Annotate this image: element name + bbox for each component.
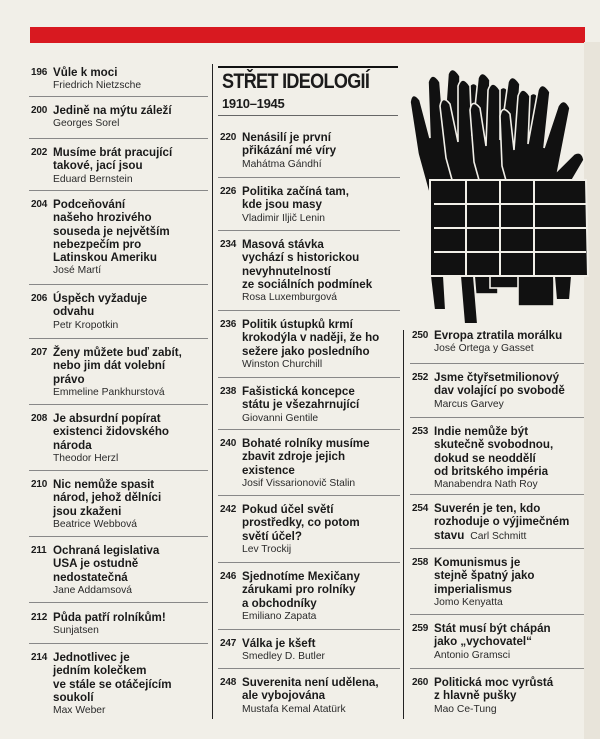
entry-title-line: Vůle k moci <box>53 66 118 79</box>
entry-title-line: státu je všezahrnující <box>242 398 360 412</box>
page-number: 208 <box>31 413 48 424</box>
entry-text <box>242 185 349 225</box>
entry-title-line: souseda je největším <box>53 224 170 238</box>
header-red-bar <box>30 27 585 43</box>
entry-text <box>242 637 325 663</box>
entry-separator <box>410 548 584 549</box>
entry-title-line: světí účel? <box>242 529 302 543</box>
entry-author: Mahátma Gándhí <box>242 158 322 170</box>
entry-title-line: nebezpečím pro <box>53 237 142 251</box>
entry-title-line: USA je ostudně <box>53 557 139 571</box>
entry-title-line: jedním kolečkem <box>53 664 147 678</box>
entry-text <box>242 437 370 490</box>
entry-text <box>53 66 141 92</box>
entry-title-line: zárukami pro rolníky <box>242 583 356 597</box>
entry-title-line: Indie nemůže být <box>434 425 529 438</box>
entry-title-line: Půda patří rolníkům! <box>53 611 166 624</box>
page-number: 252 <box>412 372 429 383</box>
entry-title-line: přikázání mé víry <box>242 144 337 158</box>
entry-author: Winston Churchill <box>242 358 323 370</box>
entry-text <box>242 131 336 171</box>
page-number: 258 <box>412 557 429 568</box>
page-number: 234 <box>220 239 237 250</box>
page-number: 260 <box>412 677 429 688</box>
entry-separator <box>29 470 208 471</box>
entry-title-line: Podceňování <box>53 198 126 211</box>
entry-title-line: sežere jako posledního <box>242 344 370 358</box>
entry-author: Jomo Kenyatta <box>434 596 503 608</box>
page-number: 259 <box>412 623 429 634</box>
entry-title-line: takové, jací jsou <box>53 159 143 173</box>
entry-title-line: Suverenita není udělena, <box>242 676 379 689</box>
entry-title-line: jako „vychovatel“ <box>434 635 532 649</box>
entry-title-line: ale vybojována <box>242 689 326 703</box>
entry-separator <box>218 495 400 496</box>
entry-author: Sunjatsen <box>53 625 99 637</box>
page-number: 196 <box>31 67 48 78</box>
entry-title-line: nevyhnutelností <box>242 264 331 278</box>
page-number: 214 <box>31 652 48 663</box>
entry-author: Antonio Gramsci <box>434 649 511 661</box>
entry-author: Manabendra Nath Roy <box>434 479 538 491</box>
entry-title-line: Ženy můžete buď zabít, <box>53 346 182 359</box>
entry-title-line: Stát musí být chápán <box>434 622 551 635</box>
entry-title-line: Latinskou Ameriku <box>53 251 157 265</box>
entry-text <box>242 238 372 304</box>
entry-title-line: právo <box>53 372 85 386</box>
entry-text <box>53 412 169 465</box>
entry-title-line: nebo jim dát volební <box>53 359 166 373</box>
column-divider-right <box>403 330 404 719</box>
page-number: 247 <box>220 638 237 649</box>
entry-title-line: z hlavně pušky <box>434 689 517 703</box>
entry-separator <box>29 190 208 191</box>
page-number: 226 <box>220 186 237 197</box>
entry-text <box>242 503 360 556</box>
entry-title-line: stejně špatný jako <box>434 569 535 583</box>
entry-title-line: soukolí <box>53 690 94 704</box>
entry-text <box>53 544 159 597</box>
entry-title-fragment: stavu <box>434 528 465 542</box>
entry-text <box>434 556 535 609</box>
entry-title-line: ze sociálních podmínek <box>242 277 373 291</box>
entry-separator <box>29 536 208 537</box>
entry-author: Max Weber <box>53 705 106 717</box>
entry-title-line: dokud se neoddělí <box>434 451 536 465</box>
entry-separator <box>410 494 584 495</box>
page-number: 253 <box>412 426 429 437</box>
entry-text <box>434 329 562 355</box>
entry-title-line: ve stále se otáčejícím <box>53 677 172 691</box>
entry-separator <box>410 417 584 418</box>
entry-text <box>53 478 161 531</box>
page-number: 238 <box>220 386 237 397</box>
entry-author: José Martí <box>53 265 102 277</box>
entry-text <box>242 318 379 371</box>
page-number: 236 <box>220 319 237 330</box>
entry-text <box>53 146 172 186</box>
entry-author: Josif Vissarionovič Stalin <box>242 477 356 489</box>
entry-separator <box>29 643 208 644</box>
entry-title-line: Válka je kšeft <box>242 637 316 650</box>
entry-text <box>434 676 553 716</box>
page-number: 254 <box>412 503 429 514</box>
entry-separator <box>218 629 400 630</box>
entry-author: Giovanni Gentile <box>242 412 319 424</box>
page-number: 206 <box>31 293 48 304</box>
entry-title-line: Fašistická koncepce <box>242 385 355 398</box>
entry-separator <box>218 177 400 178</box>
entry-text <box>53 104 172 130</box>
entry-separator <box>410 668 584 669</box>
entry-author: Jane Addamsová <box>53 584 132 596</box>
entry-title-line: Sjednotíme Mexičany <box>242 570 360 583</box>
entry-title-line: Úspěch vyžaduje <box>53 292 148 305</box>
entry-title-line: Jedině na mýtu záleží <box>53 104 172 117</box>
entry-author: Beatrice Webbová <box>53 518 137 530</box>
entry-title-line: krokodýla v naději, že ho <box>242 331 380 345</box>
entry-separator <box>29 338 208 339</box>
entry-author: Emmeline Pankhurstová <box>53 386 165 398</box>
entry-author: Friedrich Nietzsche <box>53 80 142 92</box>
entry-separator <box>410 363 584 364</box>
entry-title-line: Nenásilí je první <box>242 131 331 144</box>
entry-separator <box>410 614 584 615</box>
entry-separator <box>29 96 208 97</box>
entry-title-line: a obchodníky <box>242 596 317 610</box>
entry-separator <box>29 138 208 139</box>
page-number: 200 <box>31 105 48 116</box>
entry-author: Lev Trockij <box>242 543 292 555</box>
entry-separator <box>218 377 400 378</box>
entry-title-line: národ, jehož dělníci <box>53 491 162 505</box>
entry-title-line: dav volající po svobodě <box>434 384 565 398</box>
column-divider-left <box>212 64 213 719</box>
entry-title-line: imperialismus <box>434 582 512 596</box>
entry-title-line: Musíme brát pracující <box>53 146 173 159</box>
entry-author: Theodor Herzl <box>53 452 119 464</box>
entry-separator <box>218 310 400 311</box>
entry-author: Mao Ce-Tung <box>434 703 497 715</box>
entry-author: Eduard Bernstein <box>53 173 133 185</box>
entry-author: Vladimir Iljič Lenin <box>242 212 325 224</box>
entry-title-line: odvahu <box>53 305 95 319</box>
entry-title-line: Je absurdní popírat <box>53 412 161 425</box>
entry-title-line: Pokud účel světí <box>242 503 334 516</box>
entry-text <box>53 651 172 717</box>
entry-title-line: Politik ústupků krmí <box>242 318 353 331</box>
entry-title-line: Politika začíná tam, <box>242 185 349 198</box>
entry-title-line: Politická moc vyrůstá <box>434 676 554 689</box>
entry-author: Marcus Garvey <box>434 398 504 410</box>
entry-title-line: Masová stávka <box>242 238 324 251</box>
section-rule-top <box>218 66 398 68</box>
page-number: 246 <box>220 571 237 582</box>
entry-text <box>242 676 379 716</box>
page-number: 211 <box>31 545 47 556</box>
entry-author: Mustafa Kemal Atatürk <box>242 703 346 715</box>
entry-text <box>242 570 360 623</box>
entry-separator <box>218 230 400 231</box>
entry-author: Carl Schmitt <box>470 530 527 542</box>
entry-title-line: národa <box>53 438 92 452</box>
entry-text <box>242 385 359 425</box>
page-number: 207 <box>31 347 48 358</box>
section-title: STŘET IDEOLOGIÍ <box>222 70 370 93</box>
entry-separator <box>29 404 208 405</box>
entry-title-line: nedostatečná <box>53 570 128 584</box>
entry-text <box>434 425 553 491</box>
entry-author: José Ortega y Gasset <box>434 343 534 355</box>
section-rule-bottom <box>218 115 398 116</box>
entry-text <box>434 371 565 411</box>
entry-text <box>53 198 170 277</box>
entry-separator <box>218 668 400 669</box>
page-number: 248 <box>220 677 237 688</box>
entry-title-line: Jednotlivec je <box>53 651 130 664</box>
entry-title-line: jsou zkaženi <box>53 504 122 518</box>
entry-title-line <box>434 529 569 543</box>
page-number: 242 <box>220 504 237 515</box>
entry-title-line: Komunismus je <box>434 556 521 569</box>
page-number: 240 <box>220 438 237 449</box>
entry-title-line: kde jsou masy <box>242 198 322 212</box>
entry-text <box>53 346 182 399</box>
entry-title-line: skutečně svobodnou, <box>434 438 554 452</box>
entry-author: Emiliano Zapata <box>242 610 317 622</box>
entry-separator <box>29 284 208 285</box>
entry-title-line: Jsme čtyřsetmilionový <box>434 371 560 384</box>
entry-author: Smedley D. Butler <box>242 651 325 663</box>
page-number: 250 <box>412 330 429 341</box>
entry-text <box>53 292 147 332</box>
section-years: 1910–1945 <box>222 96 285 111</box>
entry-separator <box>218 562 400 563</box>
entry-title-line: existence <box>242 463 295 477</box>
entry-title-line: Suverén je ten, kdo <box>434 502 541 515</box>
entry-title-line: prostředky, co potom <box>242 516 360 530</box>
entry-text <box>434 502 569 543</box>
entry-title-line: Evropa ztratila morálku <box>434 329 563 342</box>
entry-separator <box>29 602 208 603</box>
page-number: 212 <box>31 612 48 623</box>
raised-hands-icon <box>404 62 592 324</box>
entry-title-line: Nic nemůže spasit <box>53 478 155 491</box>
page-number: 210 <box>31 479 48 490</box>
page-number: 204 <box>31 199 48 210</box>
page-number: 220 <box>220 132 237 143</box>
entry-title-line: existenci židovského <box>53 425 169 439</box>
entry-author: Petr Kropotkin <box>53 319 119 331</box>
entry-author: Rosa Luxemburgová <box>242 292 338 304</box>
entry-title-line: našeho hrozivého <box>53 211 152 225</box>
entry-title-line: zbavit zdroje jejich <box>242 450 346 464</box>
entry-title-line: rozhoduje o výjimečném <box>434 515 570 529</box>
entry-separator <box>218 429 400 430</box>
entry-author: Georges Sorel <box>53 118 120 130</box>
entry-text <box>434 622 551 662</box>
entry-title-line: vychází s historickou <box>242 251 360 265</box>
entry-title-line: Ochraná legislativa <box>53 544 160 557</box>
entry-title-line: od britského impéria <box>434 464 549 478</box>
entry-text <box>53 611 166 637</box>
entry-title-line: Bohaté rolníky musíme <box>242 437 370 450</box>
page-number: 202 <box>31 147 48 158</box>
